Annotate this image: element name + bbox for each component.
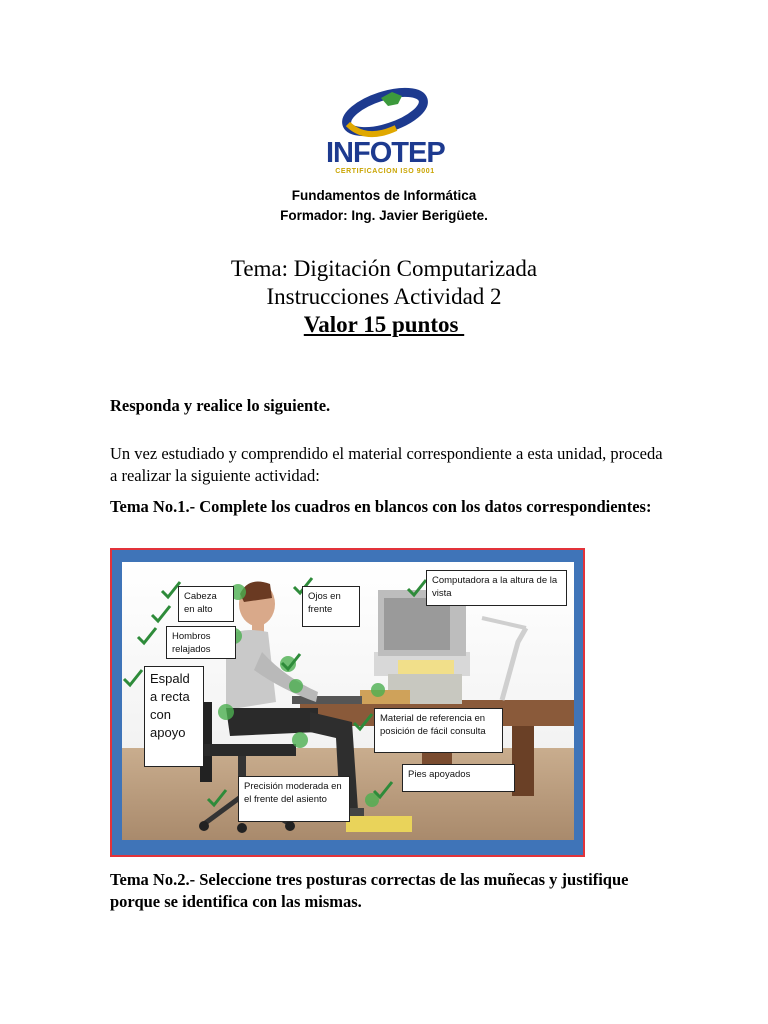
label-reference: Material de referencia en posición de fácil consulta: [374, 708, 503, 753]
label-seat: Precisión moderada en el frente del asiento: [238, 776, 350, 822]
checkmark-icon: [372, 780, 394, 800]
logo-emblem: [326, 84, 444, 144]
label-eyes: Ojos en frente: [302, 586, 360, 627]
ergonomics-figure: [110, 548, 585, 857]
course-name: Fundamentos de Informática: [291, 188, 477, 203]
checkmark-icon: [206, 788, 228, 808]
task-1: Tema No.1.- Complete los cuadros en blancos con los datos correspondientes:: [110, 497, 652, 516]
label-feet: Pies apoyados: [402, 764, 515, 792]
logo-subtitle: CERTIFICACION ISO 9001: [335, 168, 435, 175]
checkmark-icon: [136, 626, 158, 646]
topic-title: Tema: Digitación Computarizada: [230, 256, 538, 281]
checkmark-icon: [406, 578, 428, 598]
label-shoulders: Hombros relajados: [166, 626, 236, 659]
logo-brand: INFOTEP: [326, 137, 445, 169]
ergonomics-scene: [122, 562, 574, 840]
checkmark-icon: [122, 668, 144, 688]
points-value: Valor 15 puntos: [303, 312, 465, 337]
instruction-heading: Responda y realice lo siguiente.: [110, 396, 331, 415]
label-head: Cabeza en alto: [178, 586, 234, 622]
task-2: Tema No.2.- Seleccione tres posturas correctas de las muñecas y justifique porque se identifica con las mismas.: [110, 870, 629, 911]
checkmark-icon: [280, 652, 302, 672]
activity-title: Instrucciones Actividad 2: [266, 284, 502, 309]
instructor-name: Formador: Ing. Javier Berigüete.: [280, 208, 488, 223]
checkmark-icon: [352, 712, 374, 732]
infotep-logo: [326, 84, 444, 178]
label-back: Espald a recta con apoyo: [144, 666, 204, 767]
label-computer: Computadora a la altura de la vista: [426, 570, 567, 606]
intro-paragraph: Un vez estudiado y comprendido el material correspondiente a esta unidad, proceda a realizar la siguiente actividad:: [110, 444, 663, 485]
checkmark-icon: [150, 604, 172, 624]
